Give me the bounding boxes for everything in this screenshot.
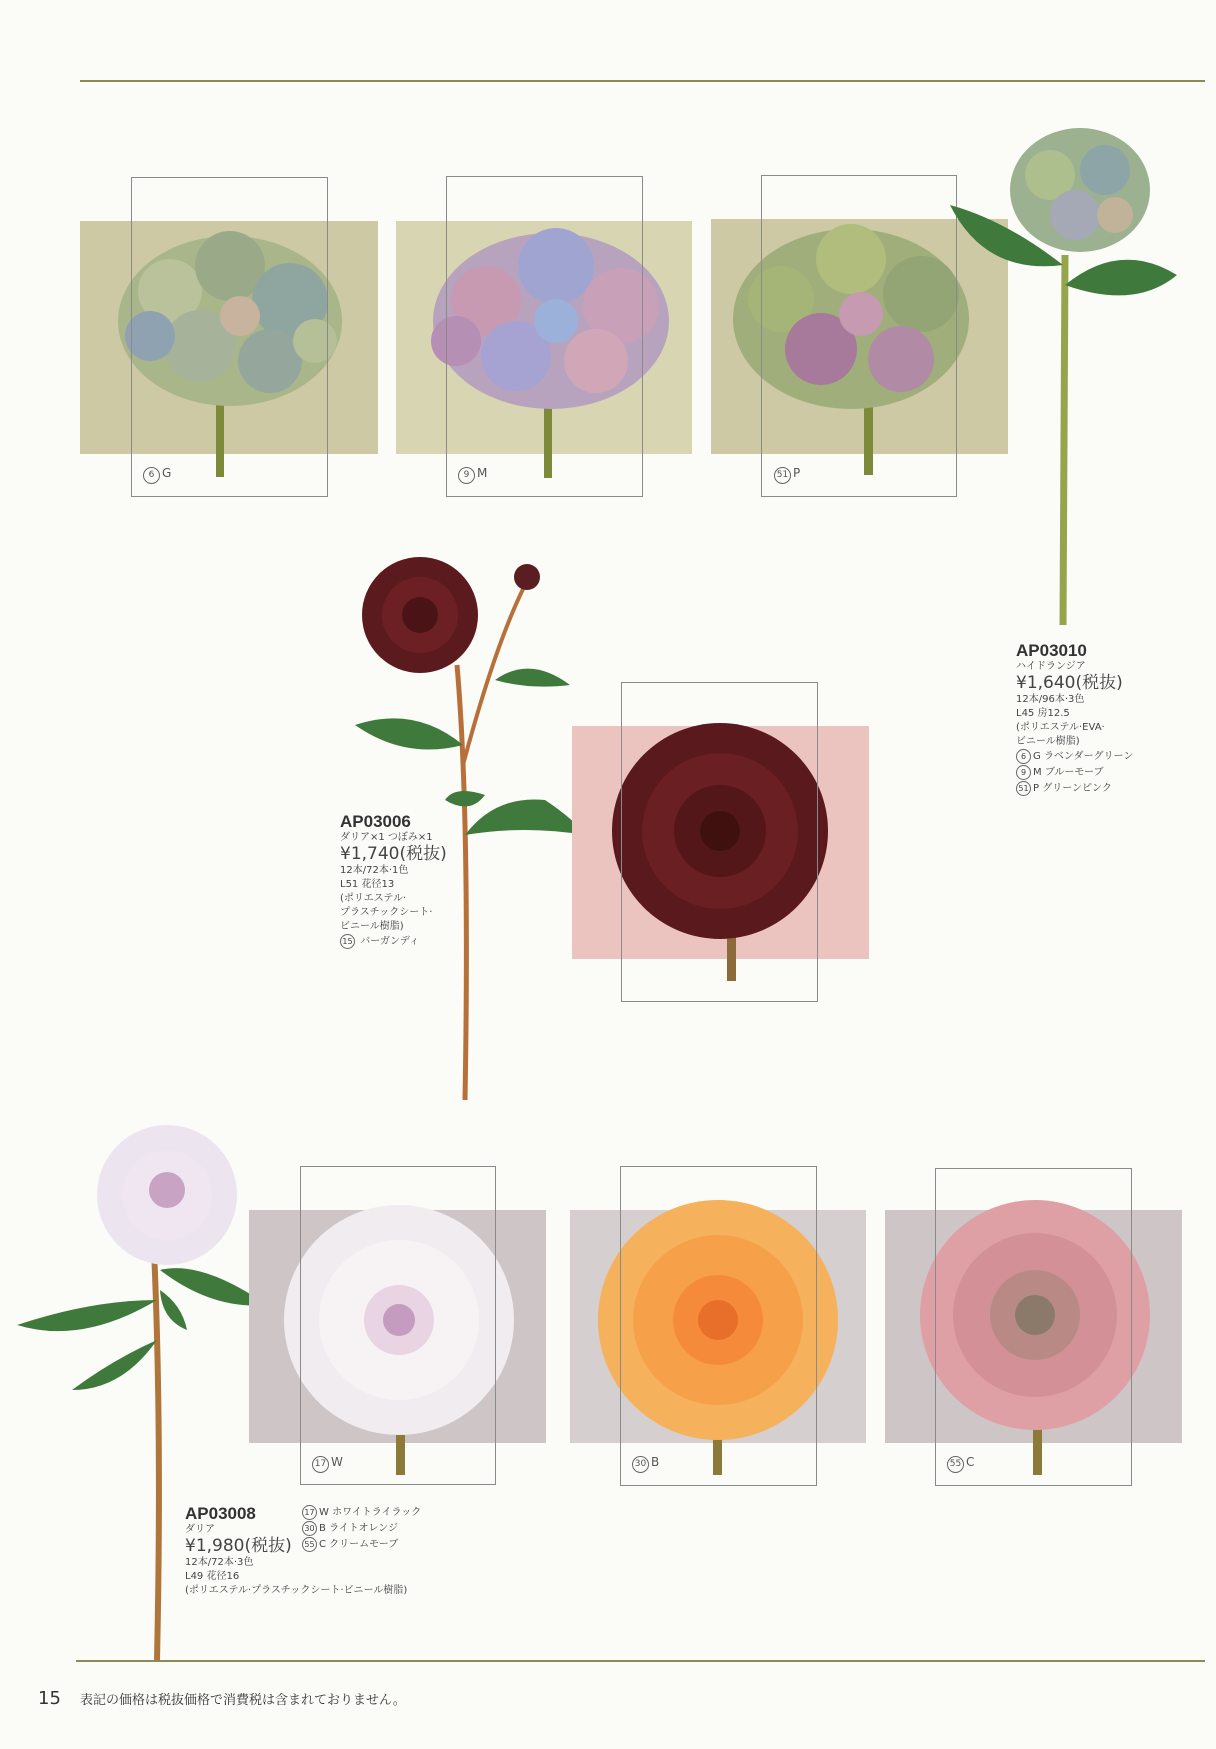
page-number: 15 xyxy=(38,1688,61,1709)
color-option: 55 C クリームモーブ xyxy=(302,1537,421,1553)
product-name: ハイドランジア xyxy=(1016,661,1086,672)
top-rule xyxy=(80,80,1205,82)
color-list-ap03008 xyxy=(302,1505,421,1553)
product-spec-line: L49 花径16 xyxy=(185,1571,240,1582)
product-name: ダリア×1 つぼみ×1 xyxy=(340,832,433,843)
product-spec-line: (ポリエステル·プラスチックシート·ビニール樹脂) xyxy=(185,1585,408,1596)
product-spec-line: ビニール樹脂) xyxy=(340,921,404,932)
swatch-code-label: 17 W xyxy=(312,1455,343,1473)
swatch-code-label: 55 C xyxy=(947,1455,974,1473)
product-spec-line: L51 花径13 xyxy=(340,879,395,890)
bottom-rule xyxy=(76,1660,1205,1662)
product-spec-line: (ポリエステル·EVA· xyxy=(1016,722,1105,733)
product-spec-line: プラスチックシート· xyxy=(340,907,433,918)
color-option: 51 P グリーンピンク xyxy=(1016,781,1133,797)
product-id: AP03006 xyxy=(340,812,411,831)
product-spec-line: L45 房12.5 xyxy=(1016,708,1070,719)
color-option: 15 バーガンディ xyxy=(340,934,447,950)
product-spec-line: ビニール樹脂) xyxy=(1016,736,1080,747)
product-spec-line: 12本/72本·3色 xyxy=(185,1557,254,1568)
product-price: ¥1,980(税抜) xyxy=(185,1536,292,1556)
swatch-code-label: 6 G xyxy=(143,466,171,484)
product-id: AP03008 xyxy=(185,1504,256,1523)
product-price: ¥1,640(税抜) xyxy=(1016,673,1123,693)
swatch-code-label: 30 B xyxy=(632,1455,659,1473)
product-info-ap03010 xyxy=(1016,642,1133,797)
color-option: 6 G ラベンダーグリーン xyxy=(1016,749,1133,765)
product-name: ダリア xyxy=(185,1524,215,1535)
product-id: AP03010 xyxy=(1016,641,1087,660)
page-footer xyxy=(38,1688,406,1709)
product-spec-line: (ポリエステル· xyxy=(340,893,407,904)
swatch-code-label: 9 M xyxy=(458,466,487,484)
product-price: ¥1,740(税抜) xyxy=(340,844,447,864)
tax-note: 表記の価格は税抜価格で消費税は含まれておりません。 xyxy=(80,1693,406,1708)
color-option: 9 M ブルーモーブ xyxy=(1016,765,1133,781)
color-option: 30 B ライトオレンジ xyxy=(302,1521,421,1537)
product-spec-line: 12本/72本·1色 xyxy=(340,865,409,876)
product-info-ap03006 xyxy=(340,813,447,950)
hydrangea-stem-image xyxy=(945,125,1185,625)
product-spec-line: 12本/96本·3色 xyxy=(1016,694,1085,705)
swatch-code-label: 51 P xyxy=(774,466,800,484)
color-option: 17 W ホワイトライラック xyxy=(302,1505,421,1521)
